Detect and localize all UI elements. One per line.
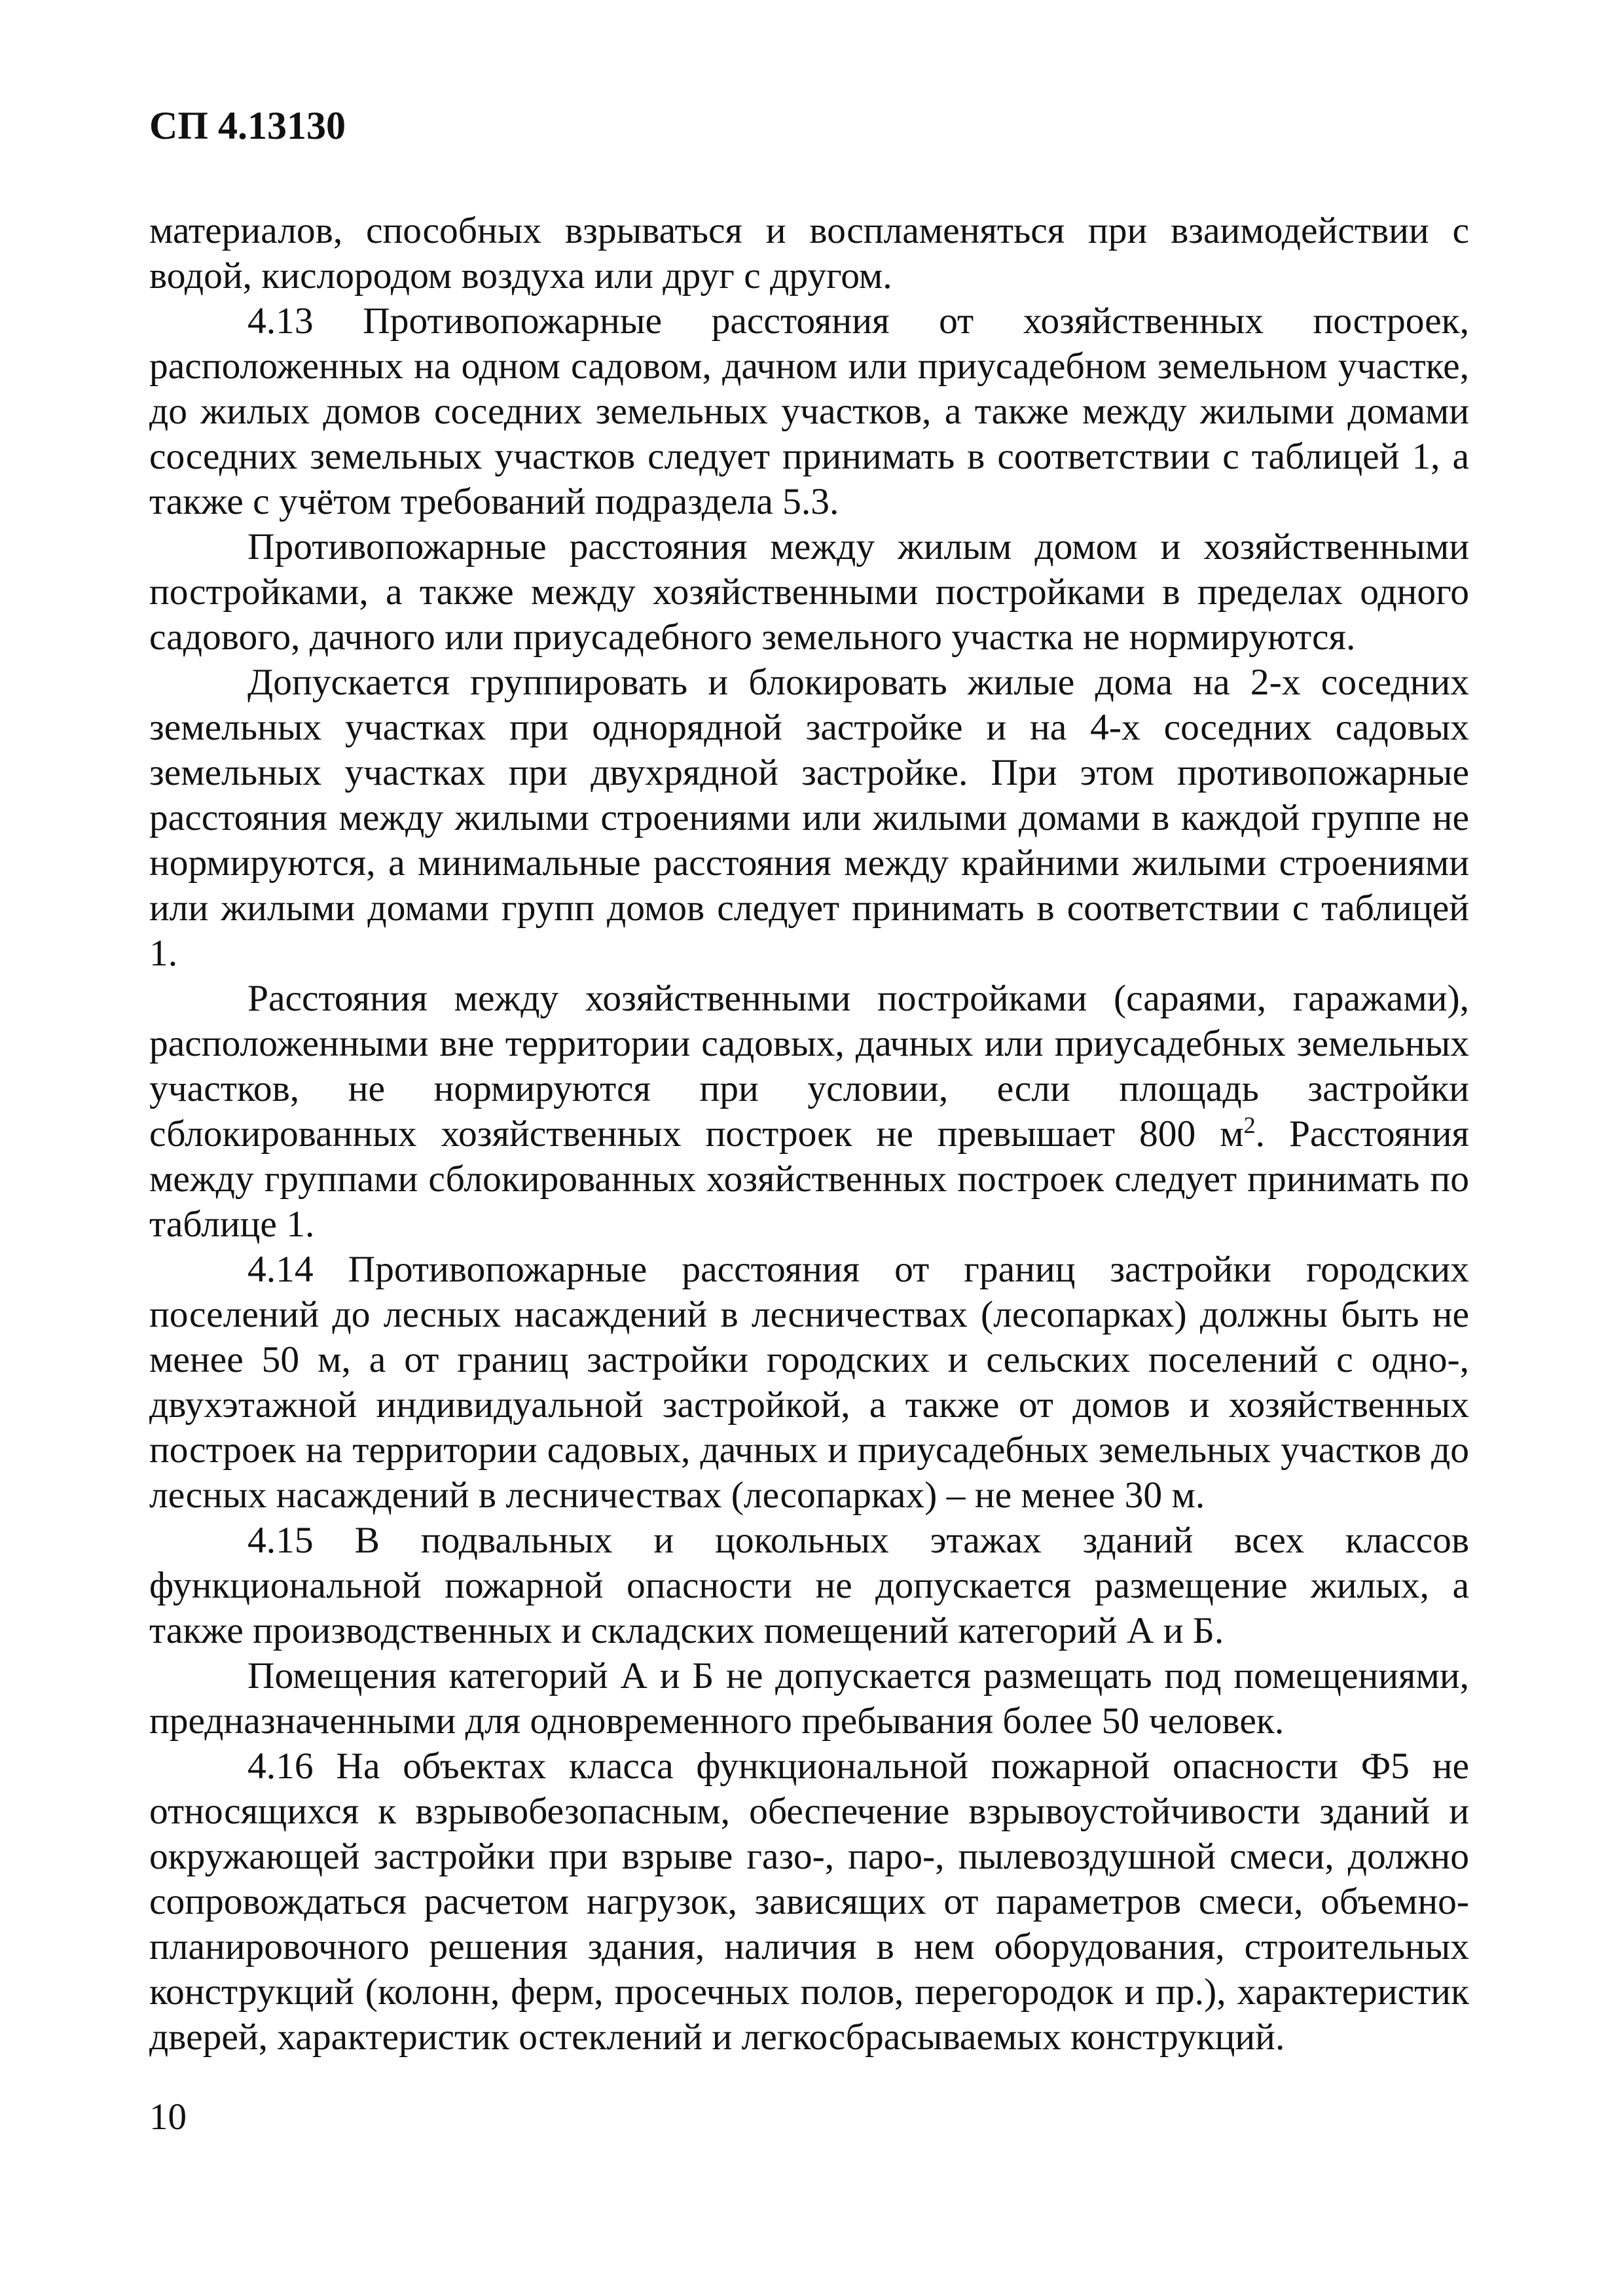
paragraph-text: Расстояния между хозяйственными постройками (сараями, гаражами), расположенными вне территории садовых, дачных или приусадебных земельных участков, не нормируются при условии, если площадь застройки сблокированных хозяйственных построек не превышает 800 м bbox=[149, 978, 1469, 1155]
page-body bbox=[149, 208, 1469, 2060]
paragraph: Допускается группировать и блокировать жилые дома на 2-х соседних земельных участках при однорядной застройке и на 4-х соседних садовых земельных участках при двухрядной застройке. При этом противопожарные расстояния между жилыми строениями или жилыми домами в каждой группе не нормируются, а минимальные расстояния между крайними жилыми строениями или жилыми домами групп домов следует принимать в соответствии с таблицей 1. bbox=[149, 662, 1469, 974]
paragraph-4-16: 4.16 На объектах класса функциональной пожарной опасности Ф5 не относящихся к взрывобезопасным, обеспечение взрывоустойчивости зданий и окружающей застройки при взрыве газо-, паро-, пылевоздушной смеси, должно сопровождаться расчетом нагрузок, зависящих от параметров смеси, объемно-планировочного решения здания, наличия в нем оборудования, строительных конструкций (колонн, ферм, просечных полов, перегородок и пр.), характеристик дверей, характеристик остеклений и легкосбрасываемых конструкций. bbox=[149, 1746, 1469, 2058]
paragraph-4-14: 4.14 Противопожарные расстояния от границ застройки городских поселений до лесных насаждений в лесничествах (лесопарках) должны быть не менее 50 м, а от границ застройки городских и сельских поселений с одно-, двухэтажной индивидуальной застройкой, а также от домов и хозяйственных построек на территории садовых, дачных и приусадебных земельных участков до лесных насаждений в лесничествах (лесопарках) – не менее 30 м. bbox=[149, 1249, 1469, 1516]
document-code: СП 4.13130 bbox=[149, 104, 346, 147]
page-number: 10 bbox=[149, 2096, 187, 2138]
paragraph-4-15: 4.15 В подвальных и цокольных этажах зданий всех классов функциональной пожарной опасности не допускается размещение жилых, а также производственных и складских помещений категорий А и Б. bbox=[149, 1520, 1469, 1651]
paragraph-with-area bbox=[149, 976, 1469, 1247]
paragraph-4-13: 4.13 Противопожарные расстояния от хозяйственных построек, расположенных на одном садовом, дачном или приусадебном земельном участке, до жилых домов соседних земельных участков, а также между жилыми домами соседних земельных участков следует принимать в соответствии с таблицей 1, а также с учётом требований подраздела 5.3. bbox=[149, 300, 1469, 522]
paragraph: Противопожарные расстояния между жилым домом и хозяйственными постройками, а также между хозяйственными постройками в пределах одного садового, дачного или приусадебного земельного участка не нормируются. bbox=[149, 526, 1469, 658]
paragraph-continuation: материалов, способных взрываться и воспламеняться при взаимодействии с водой, кислородом воздуха или друг с другом. bbox=[149, 210, 1469, 296]
paragraph: Помещения категорий А и Б не допускается размещать под помещениями, предназначенными для одновременного пребывания более 50 человек. bbox=[149, 1655, 1469, 1742]
superscript: 2 bbox=[1243, 1111, 1256, 1138]
paragraph-text: . Расстояния между группами сблокированных хозяйственных построек следует принимать по таблице 1. bbox=[149, 1113, 1469, 1245]
